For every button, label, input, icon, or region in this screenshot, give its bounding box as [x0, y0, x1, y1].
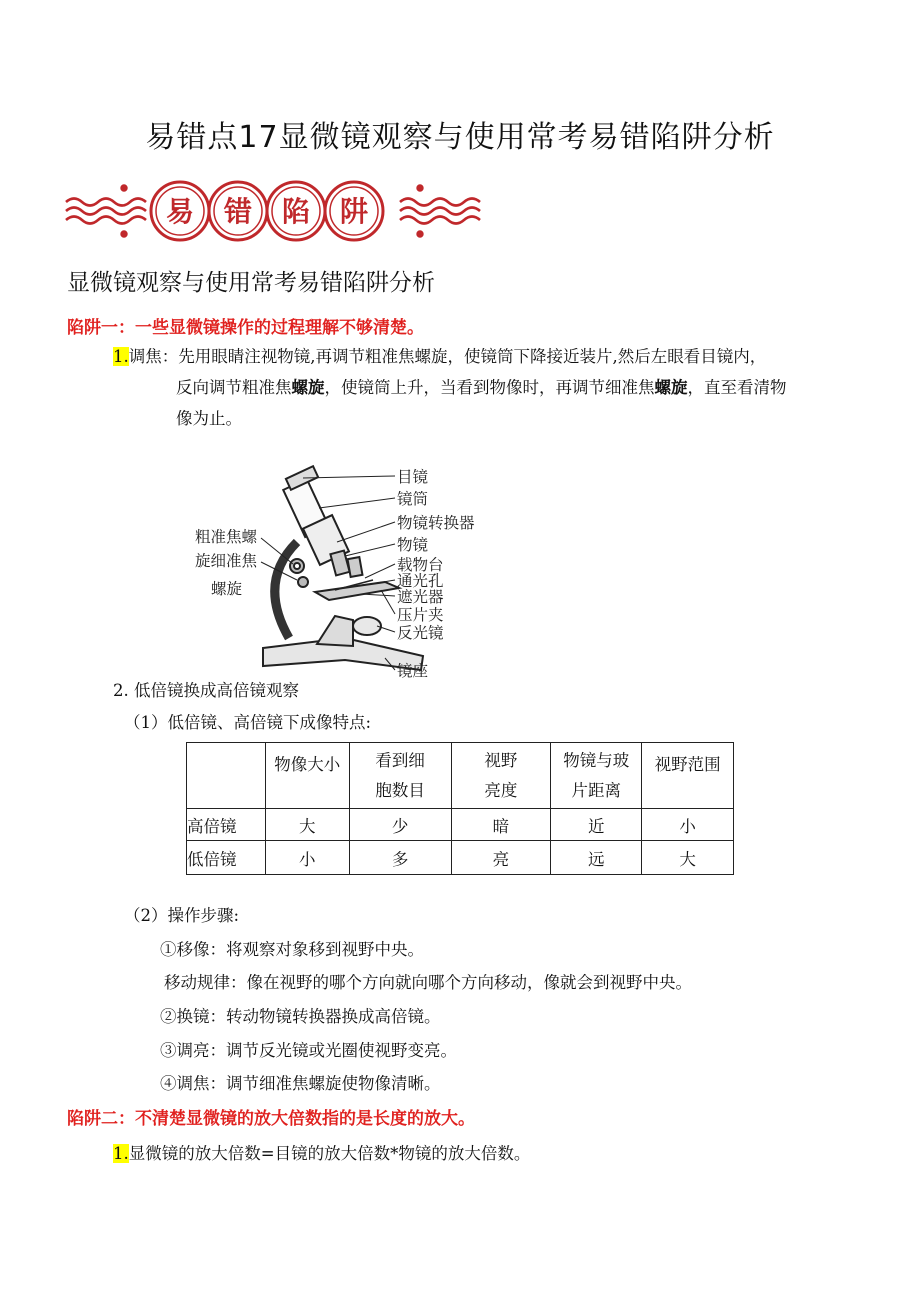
microscope-diagram	[185, 460, 505, 682]
table-cell: 大	[265, 809, 349, 841]
label-coarse-1: 粗准焦螺	[195, 528, 258, 546]
page-title: 易错点17显微镜观察与使用常考易错陷阱分析	[145, 120, 775, 155]
table-cell: 近	[551, 809, 642, 841]
table-header-row	[187, 743, 734, 809]
trap1-item1-line3: 像为止。	[176, 409, 242, 428]
step-move-rule: 移动规律：像在视野的哪个方向就向哪个方向移动，像就会到视野中央。	[164, 973, 692, 992]
trap1-item1-line2: 反向调节粗准焦螺旋，使镜筒上升，当看到物像时，再调节细准焦螺旋，直至看清物	[176, 378, 787, 397]
table-cell: 低倍镜	[187, 841, 266, 875]
trap2-heading: 陷阱二：不清楚显微镜的放大倍数指的是长度的放大。	[67, 1109, 475, 1129]
item-number-highlight: 1.	[113, 1144, 129, 1163]
magnification-table	[186, 742, 734, 875]
label-objective: 物镜	[397, 536, 429, 554]
label-tube: 镜筒	[397, 490, 429, 508]
label-diaphragm: 遮光器	[397, 588, 444, 606]
step-brighten: ③调亮：调节反光镜或光圈使视野变亮。	[160, 1041, 457, 1060]
trap2-item1: 1.显微镜的放大倍数=目镜的放大倍数*物镜的放大倍数。	[113, 1144, 531, 1163]
trap1-heading: 陷阱一：一些显微镜操作的过程理解不够清楚。	[67, 318, 424, 338]
label-mirror: 反光镜	[397, 624, 444, 642]
wave-decoration-left	[66, 186, 146, 237]
table-cell: 亮	[451, 841, 551, 875]
label-coarse-2: 旋细准焦	[195, 552, 258, 570]
label-nosepiece: 物镜转换器	[397, 514, 475, 532]
item2-sub2: （2）操作步骤:	[124, 906, 240, 925]
banner-char-1: 易	[165, 195, 195, 228]
table-cell: 小	[642, 809, 734, 841]
table-header-cell: 视野范围	[642, 743, 734, 809]
table-cell: 多	[349, 841, 451, 875]
table-cell: 远	[551, 841, 642, 875]
table-header-cell: 物镜与玻 片距离	[551, 743, 642, 809]
trap-banner	[64, 178, 484, 244]
table-cell: 少	[349, 809, 451, 841]
banner-char-2: 错	[223, 195, 253, 228]
table-cell: 大	[642, 841, 734, 875]
table-header-cell: 看到细 胞数目	[349, 743, 451, 809]
section-heading: 显微镜观察与使用常考易错陷阱分析	[67, 270, 435, 296]
step-switch: ②换镜：转动物镜转换器换成高倍镜。	[160, 1007, 441, 1026]
table-row	[187, 809, 734, 841]
item2-heading: 2. 低倍镜换成高倍镜观察	[113, 681, 299, 700]
table-header-cell	[187, 743, 266, 809]
item-number-highlight: 1.	[113, 347, 129, 366]
label-clip: 压片夹	[397, 606, 444, 624]
banner-char-4: 阱	[339, 195, 369, 228]
banner-char-3: 陷	[281, 195, 311, 228]
table-header-cell: 物像大小	[265, 743, 349, 809]
label-base: 镜座	[397, 662, 429, 680]
table-header-cell: 视野 亮度	[451, 743, 551, 809]
table-cell: 高倍镜	[187, 809, 266, 841]
table-cell: 暗	[451, 809, 551, 841]
trap1-item1-line1: 1.调焦：先用眼睛注视物镜,再调节粗准焦螺旋，使镜筒下降接近装片,然后左眼看目镜内，	[113, 347, 767, 366]
wave-decoration-right	[400, 186, 480, 237]
table-cell: 小	[265, 841, 349, 875]
label-aperture: 通光孔	[397, 572, 444, 590]
label-eyepiece: 目镜	[397, 468, 429, 486]
label-coarse-3: 螺旋	[211, 580, 243, 598]
step-move: ①移像：将观察对象移到视野中央。	[160, 940, 424, 959]
step-focus: ④调焦：调节细准焦螺旋使物像清晰。	[160, 1074, 441, 1093]
table-row	[187, 841, 734, 875]
label-stage: 载物台	[397, 556, 444, 574]
item2-sub1: （1）低倍镜、高倍镜下成像特点:	[124, 713, 372, 732]
